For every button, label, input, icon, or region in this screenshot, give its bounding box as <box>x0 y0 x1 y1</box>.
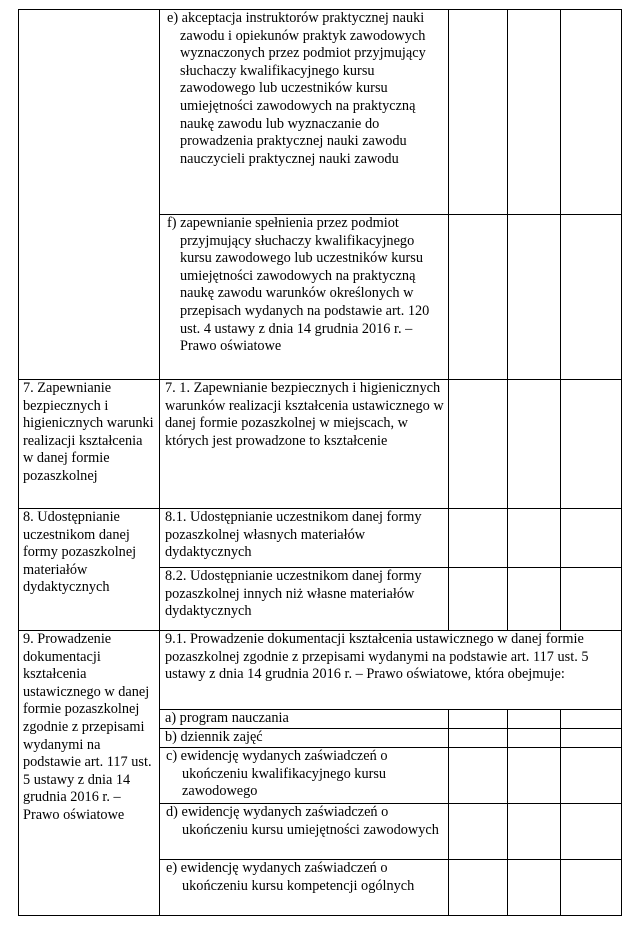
cell-empty <box>449 509 508 568</box>
cell-empty <box>561 748 622 804</box>
cell-empty <box>449 380 508 509</box>
cell-empty <box>561 215 622 380</box>
item-8-2: 8.2. Udostępnianie uczestnikom danej formy pozaszkolnej innych niż własne materiałów dydaktycznych <box>160 568 449 631</box>
item-7-1: 7. 1. Zapewnianie bezpiecznych i higienicznych warunków realizacji kształcenia ustawicznego w danej formie pozaszkolnej w miejscach, w których jest prowadzone to kształcenie <box>160 380 449 509</box>
table-row <box>19 509 622 568</box>
cell-empty <box>561 860 622 916</box>
table-row <box>19 10 622 215</box>
cell-empty <box>561 509 622 568</box>
cell-empty <box>508 380 561 509</box>
cell-empty <box>508 710 561 729</box>
subitem-9d: d) ewidencję wydanych zaświadczeń o ukończeniu kursu umiejętności zawodowych <box>160 804 449 860</box>
cell-empty <box>508 804 561 860</box>
cell-empty <box>508 215 561 380</box>
cell-empty <box>449 710 508 729</box>
cell-empty <box>449 729 508 748</box>
cell-empty <box>508 729 561 748</box>
subitem-6e: e) akceptacja instruktorów praktycznej nauki zawodu i opiekunów praktyk zawodowych wyznaczonych przez podmiot przyjmujący słuchaczy kwalifikacyjnego kursu zawodowego lub uczestników kursu umiejętności zawodowych na praktyczną naukę zawodu lub wyznaczanie do prowadzenia praktycznej nauki zawodu nauczycieli praktycznej nauki zawodu <box>160 10 449 215</box>
subitem-9c: c) ewidencję wydanych zaświadczeń o ukończeniu kwalifikacyjnego kursu zawodowego <box>160 748 449 804</box>
item-9-1: 9.1. Prowadzenie dokumentacji kształcenia ustawicznego w danej formie pozaszkolnej zgodnie z przepisami wydanymi na podstawie art. 117 ust. 5 ustawy z dnia 14 grudnia 2016 r. – Prawo oświatowe, która obejmuje: <box>160 631 622 710</box>
cell-empty <box>449 10 508 215</box>
table-row <box>19 631 622 710</box>
cell-empty <box>449 804 508 860</box>
cell-empty <box>561 568 622 631</box>
cell-empty <box>449 568 508 631</box>
cell-empty <box>561 804 622 860</box>
cell-empty <box>508 860 561 916</box>
cell-empty <box>508 509 561 568</box>
row-label-8: 8. Udostępnianie uczestnikom danej formy pozaszkolnej materiałów dydaktycznych <box>19 509 160 631</box>
item-8-1: 8.1. Udostępnianie uczestnikom danej formy pozaszkolnej własnych materiałów dydaktycznych <box>160 509 449 568</box>
subitem-9e: e) ewidencję wydanych zaświadczeń o ukończeniu kursu kompetencji ogólnych <box>160 860 449 916</box>
row-label-7: 7. Zapewnianie bezpiecznych i higienicznych warunki realizacji kształcenia w danej formie pozaszkolnej <box>19 380 160 509</box>
cell-empty <box>561 729 622 748</box>
table-row <box>19 380 622 509</box>
subitem-9b: b) dziennik zajęć <box>160 729 449 748</box>
row-label-9: 9. Prowadzenie dokumentacji kształcenia ustawicznego w danej formie pozaszkolnej zgodnie z przepisami wydanymi na podstawie art. 117 ust. 5 ustawy z dnia 14 grudnia 2016 r. – Prawo oświatowe <box>19 631 160 916</box>
cell-empty <box>508 568 561 631</box>
subitem-6f: f) zapewnianie spełnienia przez podmiot przyjmujący słuchaczy kwalifikacyjnego kursu zawodowego lub uczestników kursu umiejętności zawodowych na praktyczną naukę zawodu warunków określonych w przepisach wydanych na podstawie art. 120 ust. 4 ustawy z dnia 14 grudnia 2016 r. – Prawo oświatowe <box>160 215 449 380</box>
cell-empty <box>561 710 622 729</box>
cell-empty <box>561 380 622 509</box>
cell-empty <box>449 860 508 916</box>
subitem-9a: a) program nauczania <box>160 710 449 729</box>
row-label-empty <box>19 10 160 380</box>
cell-empty <box>449 215 508 380</box>
cell-empty <box>508 748 561 804</box>
criteria-table <box>18 9 622 916</box>
cell-empty <box>449 748 508 804</box>
cell-empty <box>508 10 561 215</box>
cell-empty <box>561 10 622 215</box>
